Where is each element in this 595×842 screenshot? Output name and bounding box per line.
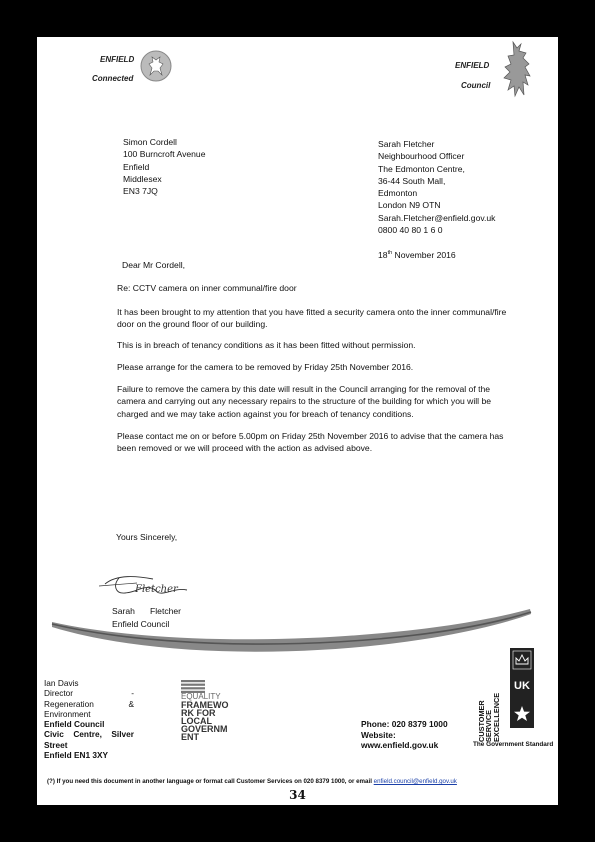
sender-line: London N9 OTN xyxy=(378,200,441,211)
letter-page xyxy=(37,37,558,805)
equality-line: RK FOR xyxy=(181,708,216,718)
contact-website: www.enfield.gov.uk xyxy=(361,740,439,751)
footer-swoosh xyxy=(37,602,558,677)
sender-address xyxy=(378,138,495,236)
cse-caption: The Government Standard xyxy=(473,741,554,748)
equality-line: LOCAL xyxy=(181,716,212,726)
director-dept-2: Environment xyxy=(44,708,91,719)
body-paragraph: Please contact me on or before 5.00pm on Friday 25th November 2016 to advise that the camera has been removed or we will proceed with the action as advised above. xyxy=(117,431,504,454)
date-rest: November 2016 xyxy=(392,249,456,260)
accessibility-notice xyxy=(47,778,457,785)
body-paragraph: This is in breach of tenancy conditions as it has been fitted without permission. xyxy=(117,340,416,350)
cse-text xyxy=(478,680,500,742)
enfield-beast-emblem-icon xyxy=(499,40,537,98)
crown-icon xyxy=(510,648,534,672)
cse-line: CUSTOMER xyxy=(477,700,487,742)
address-row-3: Enfield EN1 3XY xyxy=(44,750,109,761)
body-paragraph: Please arrange for the camera to be removed by Friday 25th November 2016. xyxy=(117,362,414,372)
director-name: Ian Davis xyxy=(44,678,79,688)
sender-line: The Edmonton Centre, xyxy=(378,163,465,174)
recipient-address xyxy=(123,136,206,197)
cse-line: SERVICE xyxy=(484,710,494,742)
recipient-line: Simon Cordell xyxy=(123,137,177,147)
address-word: Silver xyxy=(111,729,134,740)
sender-line: 36-44 South Mall, xyxy=(378,175,446,186)
recipient-line: EN3 7JQ xyxy=(123,186,158,197)
notice-text: (?) If you need this document in another language or format call Customer Services on 020 8379 1000, or email xyxy=(47,778,374,785)
contact-phone: Phone: 020 8379 1000 xyxy=(361,719,448,729)
sender-line: Sarah Fletcher xyxy=(378,139,435,149)
equality-line: ENT xyxy=(181,732,199,742)
cse-line: EXCELLENCE xyxy=(491,692,501,742)
director-title-dash: - xyxy=(131,688,134,699)
enfield-council-logo-line1: ENFIELD xyxy=(455,61,490,70)
recipient-line: Middlesex xyxy=(123,173,162,184)
closing: Yours Sincerely, xyxy=(116,532,178,542)
enfield-connected-emblem-icon xyxy=(140,50,172,82)
address-word: Civic xyxy=(44,729,64,740)
signature-text: Fletcher xyxy=(135,584,178,595)
address-row-2: Street xyxy=(44,739,68,750)
equality-framework-logo xyxy=(181,680,237,742)
enfield-connected-logo-line1: ENFIELD xyxy=(100,55,135,64)
salutation: Dear Mr Cordell, xyxy=(122,260,186,270)
sender-line: Edmonton xyxy=(378,188,418,199)
equality-line: FRAMEWO xyxy=(181,700,229,710)
recipient-line: 100 Burncroft Avenue xyxy=(123,149,206,160)
director-title: Director xyxy=(44,688,74,699)
equality-text xyxy=(181,701,237,741)
letter-date xyxy=(378,247,456,261)
recipient-line: Enfield xyxy=(123,161,150,172)
date-suffix: th xyxy=(387,250,393,256)
enfield-council-logo-line2: Council xyxy=(461,81,491,90)
sender-email: Sarah.Fletcher@enfield.gov.uk xyxy=(378,212,496,223)
signer-last-name: Fletcher xyxy=(150,606,182,616)
body-paragraph: It has been brought to my attention that you have fitted a security camera onto the inner communal/fire door on the ground floor of our building. xyxy=(117,307,507,330)
contact-website-label: Website: xyxy=(361,729,396,740)
council-name: Enfield Council xyxy=(44,719,105,730)
equality-line: GOVERNM xyxy=(181,724,228,734)
enfield-connected-logo-line2: Connected xyxy=(92,74,134,83)
cse-badge-column xyxy=(510,648,534,728)
contact-block xyxy=(361,719,448,751)
address-row-1 xyxy=(44,729,134,739)
handwritten-signature xyxy=(97,570,197,600)
director-dept: Regeneration xyxy=(44,698,94,709)
address-word: Centre, xyxy=(73,729,102,740)
customer-service-excellence-logo xyxy=(474,669,504,742)
star-icon xyxy=(510,700,534,728)
director-dept-amp: & xyxy=(128,698,134,709)
sender-phone: 0800 40 80 1 6 0 xyxy=(378,225,443,236)
notice-email-link[interactable]: enfield.council@enfield.gov.uk xyxy=(373,778,457,785)
page-number: 34 xyxy=(289,788,306,802)
uk-badge: UK xyxy=(514,680,530,692)
signer-organisation: Enfield Council xyxy=(112,619,170,629)
subject-line: Re: CCTV camera on inner communal/fire door xyxy=(117,283,297,293)
director-title-row xyxy=(44,688,134,698)
sender-line: Neighbourhood Officer xyxy=(378,151,465,162)
equality-label: EQUALITY xyxy=(181,692,221,701)
director-block xyxy=(44,678,134,760)
date-day: 18 xyxy=(378,249,388,260)
director-dept-row xyxy=(44,699,134,709)
body-paragraph: Failure to remove the camera by this date will result in the Council arranging for the removal of the camera and carrying out any necessary repairs to the structure of the building for which you will be charged and we may take action against you for breach of tenancy conditions. xyxy=(117,384,492,419)
signer-first-name: Sarah xyxy=(112,606,135,616)
